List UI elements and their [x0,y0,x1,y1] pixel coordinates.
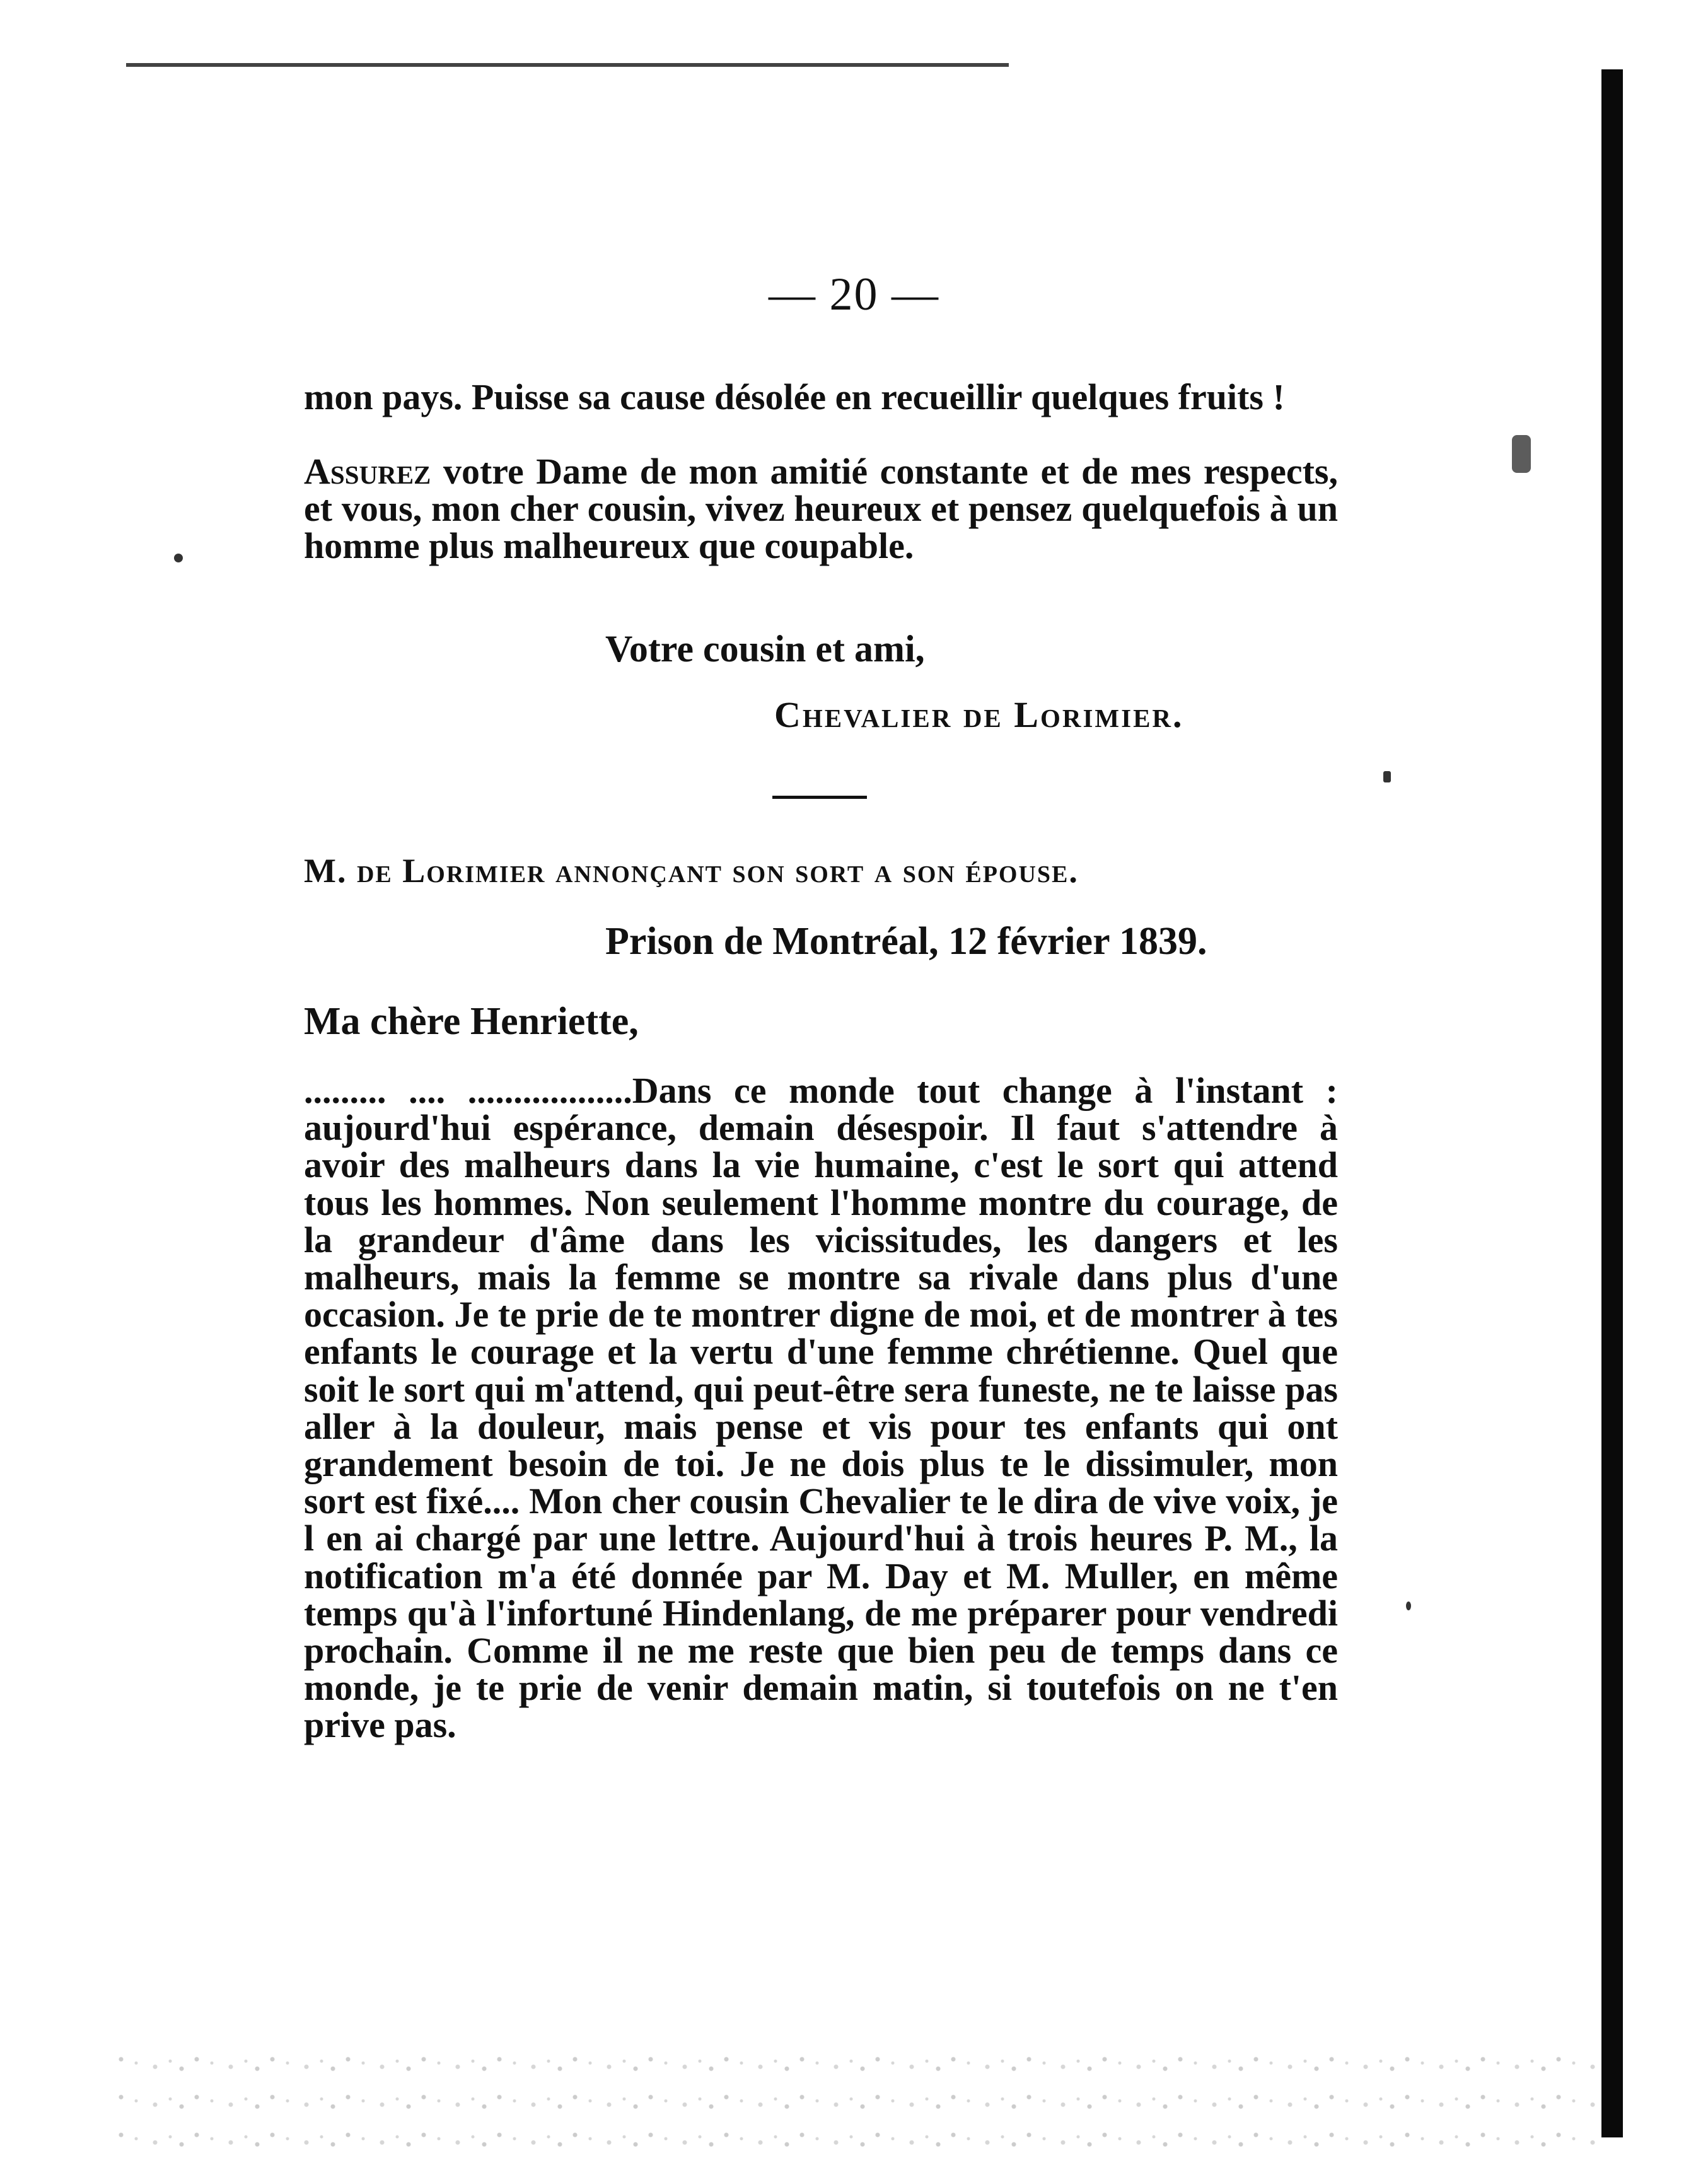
section-divider [772,796,867,799]
letter-signature: Chevalier de Lorimier. [774,694,1184,735]
scan-bottom-noise [113,2037,1601,2163]
paragraph-1: mon pays. Puisse sa cause désolée en recueillir quelques fruits ! [304,376,1285,417]
letter-salutation: Ma chère Henriette, [304,1000,639,1043]
paragraph-2-lead: Assurez [304,451,431,492]
scan-speckle [1512,435,1531,473]
page-number: — 20 — [769,269,939,320]
letter-place-date: Prison de Montréal, 12 février 1839. [605,920,1207,963]
scan-speckle [1406,1601,1411,1610]
paragraph-2 [304,453,1338,564]
scan-speckle [174,554,183,562]
scan-speckle [1383,771,1391,782]
scan-binding-shadow [1601,69,1623,2137]
letter-body: ......... .... ..................Dans ce monde tout change à l'instant : aujourd'hui espérance, demain désespoir. Il faut s'attendre à avoir des malheurs dans la vie humaine, c'est le sort qui attend tous les hommes. Non seulement l'homme montre du courage, de la grandeur d'âme dans les vicissitudes, les dangers et les malheurs, mais la femme se montre sa rivale dans plus d'une occasion. Je te prie de te montrer digne de moi, et de montrer à tes enfants le courage et la vertu d'une femme chrétienne. Quel que soit le sort qui m'attend, qui peut-être sera funeste, ne te laisse pas aller à la douleur, mais pense et vis pour tes enfants qui ont grandement besoin de toi. Je ne dois plus te le dissimuler, mon sort est fixé.... Mon cher cousin Chevalier te le dira de vive voix, je l en ai chargé par une lettre. Aujourd'hui à trois heures P. M., la notification m'a été donnée par M. Day et M. Muller, en même temps qu'à l'infortuné Hindenlang, de me préparer pour vendredi prochain. Comme il ne me reste que bien peu de temps dans ce monde, je te prie de venir demain matin, si toutefois on ne t'en prive pas. [304,1070,1338,1746]
section-heading: M. de Lorimier annonçant son sort a son épouse. [304,852,1079,890]
letter-closing: Votre cousin et ami, [605,628,925,670]
scan-top-rule [126,63,1009,67]
paragraph-2-text: votre Dame de mon amitié constante et de mes respects, et vous, mon cher cousin, vivez heureux et pensez quelquefois à un homme plus malheureux que coupable. [304,451,1338,566]
